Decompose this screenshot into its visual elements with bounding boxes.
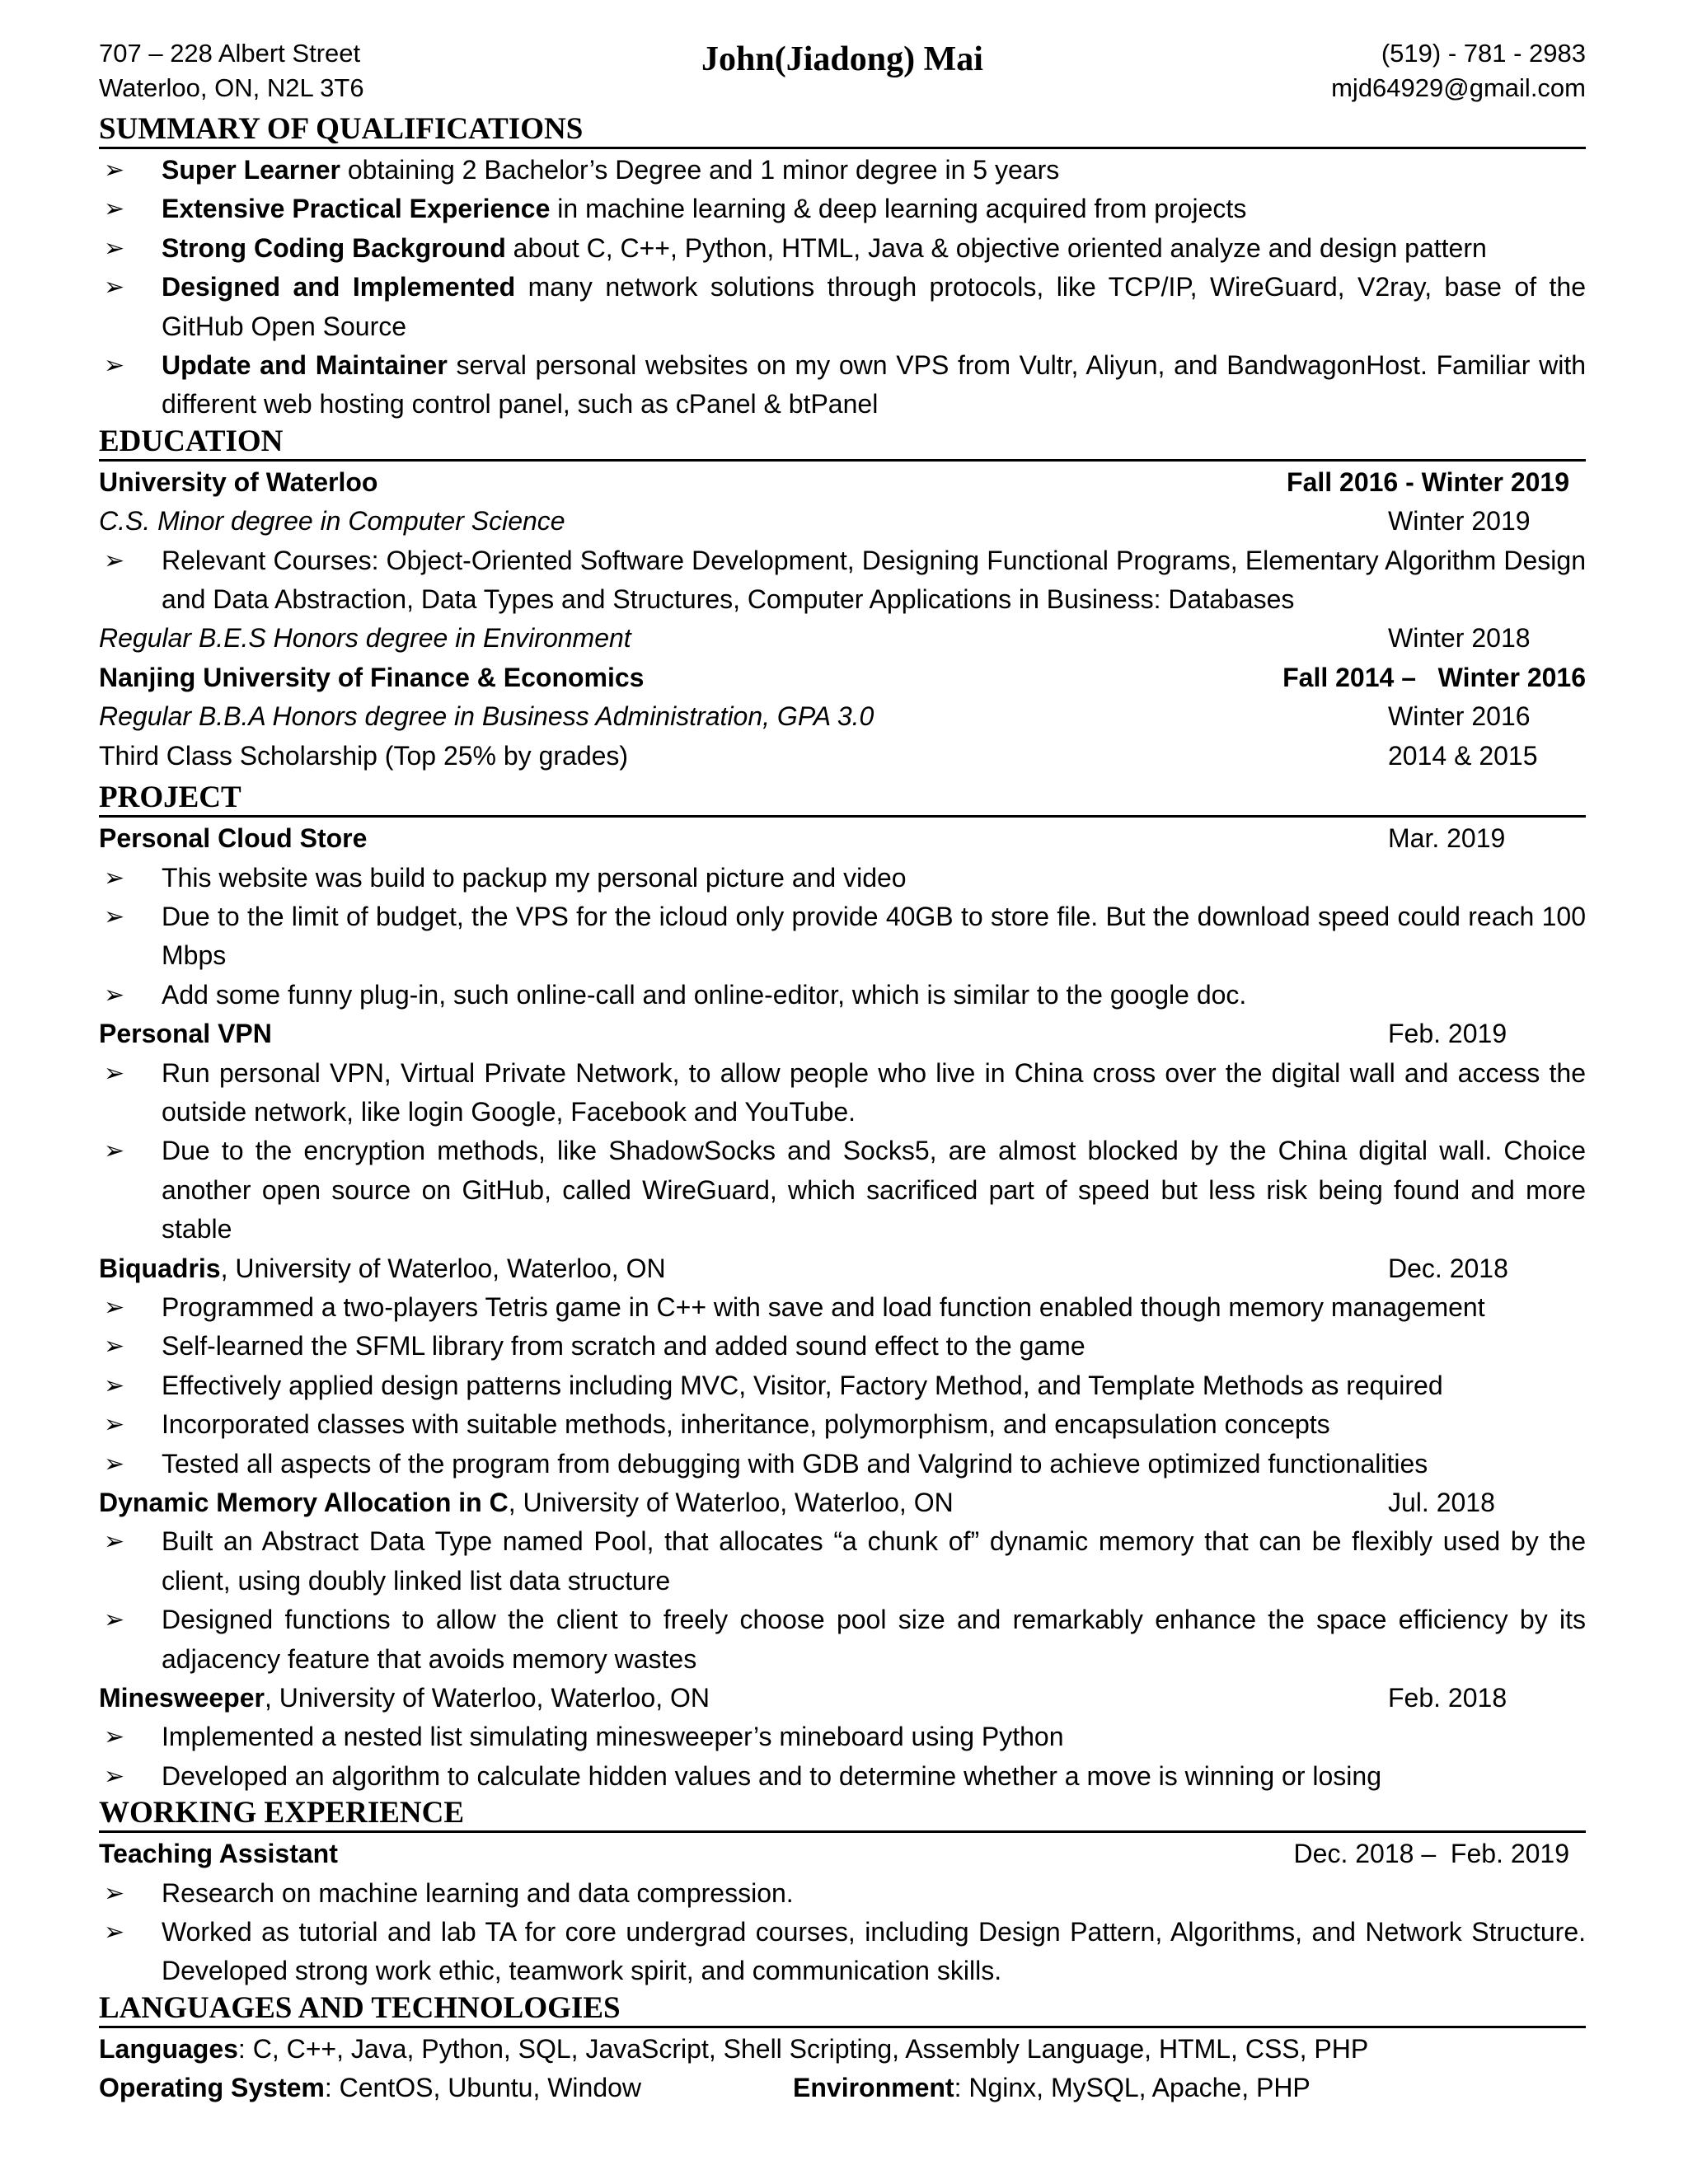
degree-date: Winter 2018 (1388, 623, 1531, 654)
bullet-arrow-icon: ➢ (104, 1333, 125, 1361)
project-header (99, 819, 1586, 858)
school-dates: Fall 2014 – Winter 2016 (1282, 662, 1586, 692)
project-item-text: Self-learned the SFML library from scratch and added sound effect to the game (162, 1331, 1085, 1361)
project-item (99, 1405, 1586, 1444)
project-header (99, 1015, 1586, 1053)
school-dates: Fall 2016 - Winter 2019 (1287, 466, 1569, 497)
os-env-row (99, 2069, 1586, 2107)
os-value: : CentOS, Ubuntu, Window (324, 2073, 642, 2103)
project-item-text: Designed functions to allow the client to freely choose pool size and remarkably enhance the space efficiency by its adjacency feature that avoids memory wastes (162, 1605, 1586, 1674)
project-name: Minesweeper (99, 1683, 265, 1713)
section-title-tech: LANGUAGES AND TECHNOLOGIES (99, 1991, 1586, 2028)
project-date: Jul. 2018 (1388, 1488, 1495, 1517)
bullet-arrow-icon: ➢ (104, 157, 125, 184)
summary-item-text: serval personal websites on my own VPS from Vultr, Aliyun, and BandwagonHost. Familiar with different web hosting control panel, such as cPanel & btPanel (162, 350, 1587, 419)
job-item (99, 1913, 1586, 1991)
bullet-arrow-icon: ➢ (104, 1723, 125, 1751)
bullet-arrow-icon: ➢ (104, 1450, 125, 1478)
degree-name: Regular B.B.A Honors degree in Business Administration, GPA 3.0 (99, 701, 874, 732)
degree-date: Winter 2019 (1388, 506, 1531, 537)
bullet-arrow-icon: ➢ (104, 1293, 125, 1321)
project-item-text: Due to the encryption methods, like ShadowSocks and Socks5, are almost blocked by the China digital wall. Choice another open source on GitHub, called WireGuard, which sacrificed part of speed but less risk being found and more stable (162, 1136, 1586, 1244)
project-item (99, 1132, 1586, 1249)
summary-item-label: Strong Coding Background (162, 232, 506, 263)
project-item-text: Programmed a two-players Tetris game in C++ with save and load function enabled though memory management (162, 1291, 1485, 1322)
degree-date: Winter 2016 (1388, 701, 1531, 732)
project-header (99, 1679, 1586, 1718)
project-item (99, 1288, 1586, 1327)
project-name: Personal Cloud Store (99, 823, 368, 854)
project-place: , University of Waterloo, Waterloo, ON (220, 1253, 666, 1283)
phone-number: (519) - 781 - 2983 (1381, 39, 1586, 68)
candidate-name: John(Jiadong) Mai (701, 40, 983, 78)
resume-header (99, 36, 1586, 112)
project-item-text: Due to the limit of budget, the VPS for the icloud only provide 40GB to store file. But the download speed could reach 100 Mbps (162, 901, 1586, 971)
summary-item-label: Designed and Implemented (162, 272, 516, 302)
environment-label: Environment (793, 2073, 954, 2103)
address-line-1: 707 – 228 Albert Street (99, 39, 361, 68)
section-title-work: WORKING EXPERIENCE (99, 1796, 1586, 1833)
bullet-arrow-icon: ➢ (104, 902, 125, 930)
languages-value: : C, C++, Java, Python, SQL, JavaScript, Shell Scripting, Assembly Language, HTML, CSS, PHP (237, 2033, 1369, 2064)
bullet-arrow-icon: ➢ (104, 1371, 125, 1399)
project-date: Mar. 2019 (1388, 823, 1506, 854)
job-dates: Dec. 2018 – Feb. 2019 (1293, 1839, 1569, 1869)
job-item-text: Research on machine learning and data compression. (162, 1877, 794, 1908)
courses-item (99, 541, 1586, 620)
summary-item-text: many network solutions through protocols, like TCP/IP, WireGuard, V2ray, base of the GitHub Open Source (162, 272, 1587, 341)
bullet-arrow-icon: ➢ (104, 1059, 125, 1087)
address-line-2: Waterloo, ON, N2L 3T6 (99, 73, 364, 102)
project-item-text: Incorporated classes with suitable methods, inheritance, polymorphism, and encapsulation concepts (162, 1409, 1330, 1440)
bullet-arrow-icon: ➢ (104, 274, 125, 302)
summary-item (99, 346, 1586, 424)
summary-item-label: Extensive Practical Experience (162, 194, 551, 224)
degree-row (99, 619, 1586, 658)
school-name: Nanjing University of Finance & Economics (99, 662, 645, 692)
bullet-arrow-icon: ➢ (104, 864, 125, 892)
project-item-text: Effectively applied design patterns including MVC, Visitor, Factory Method, and Template Methods as required (162, 1370, 1443, 1400)
languages-label: Languages (99, 2033, 238, 2064)
project-item-text: Tested all aspects of the program from debugging with GDB and Valgrind to achieve optimized functionalities (162, 1448, 1428, 1479)
summary-list (99, 151, 1586, 424)
project-item (99, 1366, 1586, 1405)
bullet-arrow-icon: ➢ (104, 234, 125, 262)
summary-item-text: about C, C++, Python, HTML, Java & objective oriented analyze and design pattern (505, 232, 1487, 263)
project-item-text: Run personal VPN, Virtual Private Network, to allow people who live in China cross over the digital wall and access the outside network, like login Google, Facebook and YouTube. (162, 1057, 1586, 1127)
degree-name: Regular B.E.S Honors degree in Environment (99, 623, 631, 654)
project-item-text: Add some funny plug-in, such online-call and online-editor, which is similar to the google doc. (162, 979, 1247, 1010)
bullet-arrow-icon: ➢ (104, 1762, 125, 1790)
scholarship-date: 2014 & 2015 (1388, 740, 1538, 771)
job-title: Teaching Assistant (99, 1839, 338, 1869)
section-title-education: EDUCATION (99, 424, 1586, 462)
project-header (99, 1483, 1586, 1522)
project-item-text: This website was build to packup my personal picture and video (162, 862, 907, 893)
job-item-text: Worked as tutorial and lab TA for core undergrad courses, including Design Pattern, Algorithms, and Network Structure. Developed strong work ethic, teamwork spirit, and communication skills. (162, 1917, 1586, 1986)
school-name: University of Waterloo (99, 466, 378, 497)
section-title-project: PROJECT (99, 780, 1586, 818)
bullet-arrow-icon: ➢ (104, 1919, 125, 1947)
project-place: , University of Waterloo, Waterloo, ON (508, 1488, 954, 1517)
section-title-summary: SUMMARY OF QUALIFICATIONS (99, 112, 1586, 149)
summary-item (99, 151, 1586, 190)
project-name: Biquadris (99, 1253, 221, 1283)
summary-item-label: Update and Maintainer (162, 350, 448, 381)
summary-item (99, 268, 1586, 346)
project-item (99, 1445, 1586, 1483)
project-item-text: Built an Abstract Data Type named Pool, that allocates “a chunk of” dynamic memory that can be flexibly used by the client, using doubly linked list data structure (162, 1526, 1586, 1596)
project-item (99, 1054, 1586, 1132)
bullet-arrow-icon: ➢ (104, 1528, 125, 1556)
project-date: Feb. 2019 (1388, 1019, 1507, 1049)
project-date: Dec. 2018 (1388, 1253, 1508, 1283)
project-item (99, 859, 1586, 898)
project-item (99, 1718, 1586, 1756)
degree-row (99, 697, 1586, 736)
project-name: Personal VPN (99, 1019, 272, 1049)
bullet-arrow-icon: ➢ (104, 352, 125, 380)
contact-block (1331, 36, 1586, 105)
email-address: mjd64929@gmail.com (1331, 73, 1586, 102)
job-item (99, 1874, 1586, 1913)
bullet-arrow-icon: ➢ (104, 1606, 125, 1634)
os-label: Operating System (99, 2073, 325, 2103)
scholarship-name: Third Class Scholarship (Top 25% by grades) (99, 740, 629, 771)
education-entry-nufe (99, 658, 1586, 697)
languages-row (99, 2030, 1586, 2069)
environment-value: : Nginx, MySQL, Apache, PHP (954, 2073, 1311, 2103)
bullet-arrow-icon: ➢ (104, 1879, 125, 1907)
scholarship-row (99, 737, 1586, 776)
bullet-arrow-icon: ➢ (104, 1411, 125, 1439)
project-item (99, 1601, 1586, 1679)
courses-text: Relevant Courses: Object-Oriented Software Development, Designing Functional Programs, Elementary Algorithm Design and Data Abstraction, Data Types and Structures, Computer Applications in Business: Databases (162, 545, 1586, 615)
project-item (99, 898, 1586, 976)
bullet-arrow-icon: ➢ (104, 195, 125, 223)
project-item (99, 976, 1586, 1015)
bullet-arrow-icon: ➢ (104, 981, 125, 1009)
degree-row (99, 502, 1586, 541)
summary-item-text: in machine learning & deep learning acquired from projects (550, 194, 1247, 224)
project-item (99, 1327, 1586, 1366)
project-item-text: Implemented a nested list simulating minesweeper’s mineboard using Python (162, 1722, 1064, 1752)
project-item-text: Developed an algorithm to calculate hidden values and to determine whether a move is winning or losing (162, 1760, 1381, 1791)
summary-item-label: Super Learner (162, 155, 340, 185)
summary-item (99, 190, 1586, 228)
project-place: , University of Waterloo, Waterloo, ON (264, 1683, 710, 1713)
resume-page (99, 36, 1586, 2108)
job-header (99, 1835, 1586, 1873)
project-header (99, 1249, 1586, 1288)
bullet-arrow-icon: ➢ (104, 1137, 125, 1165)
project-item (99, 1522, 1586, 1601)
project-item (99, 1757, 1586, 1796)
degree-name: C.S. Minor degree in Computer Science (99, 506, 565, 537)
project-name: Dynamic Memory Allocation in C (99, 1488, 509, 1517)
project-date: Feb. 2018 (1388, 1683, 1507, 1713)
summary-item-text: obtaining 2 Bachelor’s Degree and 1 minor degree in 5 years (340, 155, 1060, 185)
bullet-arrow-icon: ➢ (104, 546, 125, 574)
summary-item (99, 229, 1586, 268)
education-entry-uw (99, 463, 1586, 502)
